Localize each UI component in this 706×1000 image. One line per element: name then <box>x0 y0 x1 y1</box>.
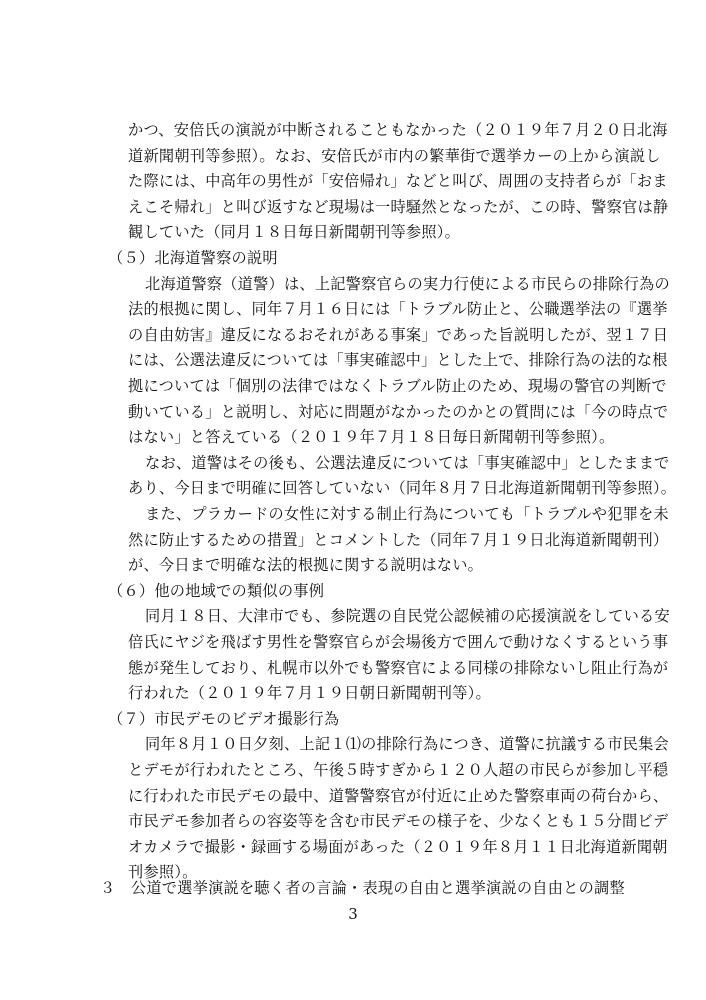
text-line: 態が発生しており、札幌市以外でも警察官による同様の排除ないし阻止行為が <box>128 658 669 677</box>
text-line: には、公選法違反については「事実確認中」とした上で、排除行為の法的な根 <box>128 351 668 370</box>
text-line: 観していた（同月１８日毎日新聞朝刊等参照）。 <box>128 223 461 242</box>
text-line: 然に防止するための措置」とコメントした（同年７月１９日北海道新聞朝刊） <box>128 530 669 549</box>
text-line: あり、今日まで明確に回答していない（同年８月７日北海道新聞朝刊等参照）。 <box>128 479 677 498</box>
text-line: 刊参照）。 <box>128 863 198 882</box>
text-line: の自由妨害』違反になるおそれがある事案」であった旨説明したが、翌１７日 <box>128 325 669 344</box>
text-line: かつ、安倍氏の演説が中断されることもなかった（２０１９年７月２０日北海 <box>128 121 668 139</box>
text-line: 同月１８日、大津市でも、参院選の自民党公認候補の応援演説をしている安 <box>145 607 670 626</box>
text-line: また、プラカードの女性に対する制止行為についても「トラブルや犯罪を未 <box>145 505 669 523</box>
text-line: 法的根拠に関し、同年７月１６日には「トラブル防止と、公職選挙法の『選挙 <box>128 300 668 319</box>
page-number: 3 <box>348 905 358 923</box>
text-line: 拠については「個別の法律ではなくトラブル防止のため、現場の警官の判断で <box>128 377 667 395</box>
section-heading: （５）北海道警察の説明 <box>108 249 278 267</box>
text-line: 北海道警察（道警）は、上記警察官らの実力行使による市民らの排除行為の <box>145 274 670 293</box>
text-line: オカメラで撮影・録画する場面があった（２０１９年８月１１日北海道新聞朝 <box>128 837 668 856</box>
text-line: はない」と答えている（２０１９年７月１８日毎日新聞朝刊等参照）。 <box>128 428 615 447</box>
text-line: が、今日まで明確な法的根拠に関する説明はない。 <box>128 556 484 575</box>
text-line: に行われた市民デモの最中、道警警察官が付近に止めた警察車両の荷台から、 <box>128 786 669 805</box>
text-line: た際には、中高年の男性が「安倍帰れ」などと叫び、周囲の支持者らが「おま <box>128 172 668 191</box>
section-heading: （６）他の地域での類似の事例 <box>108 581 325 600</box>
section-heading: （７）市民デモのビデオ撮影行為 <box>108 709 340 728</box>
text-line: 同年８月１０日夕刻、上記１⑴の排除行為につき、道警に抗議する市民集会 <box>145 735 669 754</box>
text-line: 行われた（２０１９年７月１９日朝日新聞朝刊等）。 <box>128 684 491 703</box>
text-line: 市民デモ参加者らの容姿等を含む市民デモの様子を、少なくとも１５分間ビデ <box>128 812 669 831</box>
text-line: とデモが行われたところ、午後５時すぎから１２０人超の市民らが参加し平穏 <box>128 761 669 779</box>
text-line: えこそ帰れ」と叫び返すなど現場は一時騒然となったが、この時、警察官は静 <box>128 197 669 216</box>
text-line: 動いている」と説明し、対応に問題がなかったのかとの質問には「今の時点で <box>128 402 669 421</box>
text-line: 道新聞朝刊等参照）。なお、安倍氏が市内の繁華街で選挙カーの上から演説し <box>128 146 661 165</box>
text-line: なお、道警はその後も、公選法違反については「事実確認中」としたままで <box>145 453 670 472</box>
chapter-heading: ３ 公道で選挙演説を聴く者の言論・表現の自由と選挙演説の自由との調整 <box>100 879 625 897</box>
text-line: 倍氏にヤジを飛ばす男性を警察官らが会場後方で囲んで動けなくするという事 <box>128 633 669 651</box>
